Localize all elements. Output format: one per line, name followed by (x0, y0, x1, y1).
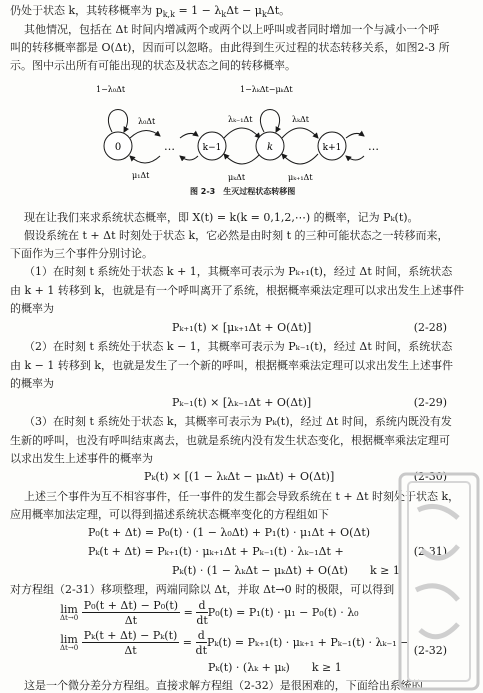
limit-2-sub: Δt→0 (60, 644, 79, 652)
state-k-plus-1-label: k+1 (322, 143, 342, 153)
arc-kp1-dots-up (346, 133, 364, 138)
arc-0-up (130, 130, 160, 138)
derivative-1-num: d (196, 600, 207, 613)
para-4-line-1: 上述三个事件为互不相容事件，任一事件的发生都会导致系统在 t + Δt 时刻处于状态 k， (24, 490, 460, 503)
equation-2-31-number: (2-31) (413, 545, 447, 558)
line-1-sub: k,k (162, 10, 175, 20)
arc-kp1-k-down (282, 154, 318, 164)
state-k-minus-1-label: k−1 (202, 143, 222, 153)
para-1-line-3: 示。图中示出所有可能出现的状态及状态之间的转移概率。 (10, 59, 296, 72)
state-0-label: 0 (114, 142, 122, 153)
equation-2-29: Pₖ₋₁(t) × [λₖ₋₁Δt + O(Δt)] (172, 396, 312, 409)
limit-1 (60, 604, 78, 622)
self-loop-k-label: 1−λₖΔt−μₖΔt (240, 85, 293, 94)
figure-caption: 图 2-3 生灭过程状态转移图 (190, 187, 296, 196)
fraction-1-num: P₀(t + Δt) − P₀(t) (83, 599, 179, 612)
case-1-line-2: 由 k + 1 转移到 k，也就是有一个呼叫离开了系统，根据概率乘法定理可以求出发生上述事件 (10, 284, 465, 297)
equation-2-32-line-3: Pₖ(t) · (λₖ + μₖ) k ≥ 1 (208, 661, 342, 674)
arc-km1-k-up (224, 128, 260, 138)
watermark-stamp (396, 470, 482, 693)
limit-1-word: lim (60, 603, 78, 616)
arc-k-down-label: μₖ₊₁Δt (288, 173, 313, 182)
case-3-line-3: 以求出发生上述事件的概率为 (10, 452, 153, 465)
derivative-1 (196, 600, 207, 626)
line-1-k2: k (261, 10, 267, 20)
line-1-end: Δt。 (266, 4, 291, 17)
para-1-line-1: 其他情况，包括在 Δt 时间内增减两个或两个以上呼叫或者同时增加一个与减小一个呼 (24, 23, 440, 36)
equation-2-29-number: (2-29) (413, 396, 447, 409)
fraction-2-den: Δt (124, 644, 137, 657)
case-2-line-1: （2）在时刻 t 系统处于状态 k − 1，其概率可表示为 Pₖ₋₁(t)，经过 Δt 时间，系统状态 (24, 340, 453, 353)
derivative-1-den: dt (196, 614, 208, 627)
case-1-line-3: 的概率为 (10, 302, 54, 315)
state-k-label: k (266, 142, 274, 153)
para-4-line-2: 应用概率加法定理，可以得到描述系统状态概率变化的方程组如下 (10, 508, 329, 521)
line-1-text: 仍处于状态 k，其转移概率为 p (10, 4, 163, 17)
limit-1-sub: Δt→0 (60, 614, 79, 622)
line-1-k1: k (221, 10, 227, 20)
equation-2-32-rhs-1: P₀(t) = P₁(t) · μ₁ − P₀(t) · λ₀ (207, 606, 359, 619)
fraction-1 (82, 600, 180, 626)
case-2-line-2: 由 k − 1 转移到 k，也就是发生了一个新的呼叫，根据概率乘法定理可以求出发生上述事件 (10, 359, 454, 372)
arc-0-down (130, 156, 160, 163)
arc-0-up-label: λ₀Δt (138, 117, 156, 126)
self-loop-0-label: 1−λ₀Δt (96, 85, 126, 94)
limit-2 (60, 634, 78, 652)
arc-k-kp1-up (282, 128, 318, 138)
equation-2-31-line-3: Pₖ(t) · (1 − λₖΔt − μₖΔt) + O(Δt) k ≥ 1 (172, 564, 400, 577)
para-1-line-2: 叫的转移概率都是 O(Δt)，因而可以忽略。由此得到生灭过程的状态转移关系，如图2-3 所 (10, 41, 450, 54)
arc-km1-up-label: λₖ₋₁Δt (228, 115, 253, 124)
arc-dots-kp1-down (346, 156, 364, 160)
arc-km1-dots-down (180, 156, 198, 160)
dots-1: … (164, 140, 175, 153)
arc-0-down-label: μ₁Δt (132, 171, 150, 180)
derivative-2 (196, 630, 207, 656)
equation-2-30-number: (2-30) (413, 470, 447, 483)
equation-2-32-line-2 (60, 630, 409, 656)
line-1-rest: = 1 − λ (174, 4, 222, 17)
equals-2: = (179, 636, 196, 649)
para-2: 现在让我们来求系统状态概率，即 X(t) = k(k = 0,1,2,⋯) 的概率，记为 Pₖ(t)。 (24, 211, 419, 224)
arc-dots-km1-up (180, 133, 198, 138)
fraction-1-den: Δt (124, 614, 138, 627)
equation-2-31-line-1: P₀(t + Δt) = P₀(t) · (1 − λ₀Δt) + P₁(t) · μ₁Δt + O(Δt) (88, 526, 371, 539)
equation-2-28: Pₖ₊₁(t) × [μₖ₊₁Δt + O(Δt)] (172, 321, 312, 334)
equation-2-30: Pₖ(t) × [(1 − λₖΔt − μₖΔt) + O(Δt)] (144, 470, 335, 483)
derivative-2-den: dt (195, 644, 207, 657)
case-3-line-2: 生新的呼叫，也没有呼叫结束离去，也就是系统内没有发生状态变化，根据概率乘法定理可 (10, 434, 450, 447)
equals-1: = (180, 606, 197, 619)
equation-2-31-line-2: Pₖ(t + Δt) = Pₖ₊₁(t) · μₖ₊₁Δt + Pₖ₋₁(t) · λₖ₋₁Δt + (88, 545, 344, 558)
equation-2-32-rhs-2: Pₖ(t) = Pₖ₊₁(t) · μₖ₊₁ + Pₖ₋₁(t) · λₖ₋₁ − (207, 636, 410, 649)
arc-k-km1-down (224, 154, 260, 164)
fraction-2 (82, 630, 180, 656)
derivative-2-num: d (196, 630, 207, 643)
arc-k-up-label: λₖΔt (292, 115, 309, 124)
arc-km1-down-label: μₖΔt (228, 173, 246, 182)
equation-2-32-line-1 (60, 600, 359, 626)
para-6: 这是一个微分差分方程组。直接求解方程组（2-32）是很困难的，下面给出系统的 (24, 679, 423, 692)
self-loop-0 (108, 110, 127, 133)
para-3-line-2: 下面作为三个事件分别讨论。 (10, 247, 153, 260)
para-5: 对方程组（2-31）移项整理，两端同除以 Δt，并取 Δt→0 时的极限，可以得到 (10, 583, 395, 596)
equation-2-32-number: (2-32) (413, 644, 447, 657)
line-1-tail: Δt − μ (226, 4, 262, 17)
dots-3: … (368, 140, 379, 153)
case-1-line-1: （1）在时刻 t 系统处于状态 k + 1，其概率可表示为 Pₖ₊₁(t)，经过 Δt 时间，系统状态 (24, 265, 453, 278)
case-2-line-3: 的概率为 (10, 377, 54, 390)
equation-2-28-number: (2-28) (413, 321, 447, 334)
para-3-line-1: 假设系统在 t + Δt 时刻处于状态 k，它必然是由时刻 t 的三种可能状态之一转移而来， (24, 229, 449, 242)
limit-2-word: lim (60, 633, 78, 646)
self-loop-k (260, 110, 279, 133)
case-3-line-1: （3）在时刻 t 系统处于状态 k，其概率可表示为 Pₖ(t)，经过 Δt 时间，系统内既没有发 (24, 415, 452, 428)
line-1 (10, 5, 290, 19)
fraction-2-num: Pₖ(t + Δt) − Pₖ(t) (83, 629, 178, 642)
